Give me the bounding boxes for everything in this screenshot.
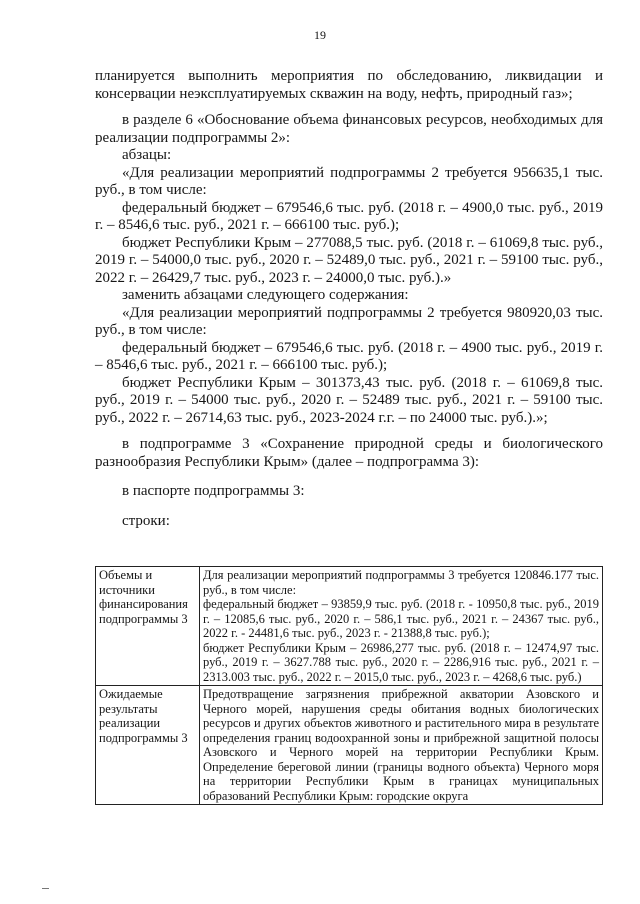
table-cell-label: Ожидаемые результаты реализации подпрограммы 3	[96, 686, 200, 805]
margin-mark	[42, 888, 49, 889]
paragraph-old-federal: федеральный бюджет – 679546,6 тыс. руб. (2018 г. – 4900,0 тыс. руб., 2019 г. – 8546,6 тыс. руб., 2021 г. – 666100 тыс. руб.);	[95, 199, 603, 233]
paragraph-replace: заменить абзацами следующего содержания:	[122, 287, 409, 303]
document-body	[95, 68, 603, 530]
paragraph-old-total: «Для реализации мероприятий подпрограммы 2 требуется 956635,1 тыс. руб., в том числе:	[95, 164, 603, 198]
paragraph-old-regional: бюджет Республики Крым – 277088,5 тыс. руб. (2018 г. – 61069,8 тыс. руб., 2019 г. – 54000,0 тыс. руб., 2020 г. – 52489,0 тыс. руб., 2021 г. – 59100 тыс. руб., 2022 г. – 26429,7 тыс. руб., 2023 г. – 24000,0 тыс. руб.).»	[95, 234, 603, 286]
paragraph-new-regional: бюджет Республики Крым – 301373,43 тыс. руб. (2018 г. – 61069,8 тыс. руб., 2019 г. – 54000 тыс. руб., 2020 г. – 52489 тыс. руб., 2021 г. – 59100 тыс. руб., 2022 г. – 26714,63 тыс. руб., 2023-2024 г.г. – по 24000 тыс. руб.).»;	[95, 374, 603, 426]
page-number: 19	[314, 28, 326, 42]
table-row	[96, 567, 603, 686]
financing-total: Для реализации мероприятий подпрограммы 3 требуется 120846.177 тыс. руб., в том числе:	[203, 568, 599, 597]
paragraph-subprogram3: в подпрограмме 3 «Сохранение природной среды и биологического разнообразия Республики Крым» (далее – подпрограмма 3):	[95, 436, 603, 470]
table-cell-label: Объемы и источники финансирования подпрограммы 3	[96, 567, 200, 686]
paragraph-new-federal: федеральный бюджет – 679546,6 тыс. руб. (2018 г. – 4900 тыс. руб., 2019 г. – 8546,6 тыс. руб., 2021 г. – 666100 тыс. руб.);	[95, 339, 603, 373]
paragraph-continuation: планируется выполнить мероприятия по обследованию, ликвидации и консервации неэксплуатируемых скважин на воду, нефть, природный газ»;	[95, 68, 603, 102]
paragraph-passport: в паспорте подпрограммы 3:	[122, 483, 305, 499]
financing-federal: федеральный бюджет – 93859,9 тыс. руб. (2018 г. - 10950,8 тыс. руб., 2019 г. – 12085,6 тыс. руб., 2020 г. – 586,1 тыс. руб., 2021 г. – 24367 тыс. руб., 2022 г. - 24481,6 тыс. руб., 2023 г. - 21388,8 тыс. руб.);	[203, 597, 599, 640]
paragraph-rows: строки:	[122, 512, 170, 529]
paragraph-section6: в разделе 6 «Обоснование объема финансовых ресурсов, необходимых для реализации подпрограммы 2»:	[95, 112, 603, 146]
table-cell-value	[200, 567, 603, 686]
table-cell-value: Предотвращение загрязнения прибрежной акватории Азовского и Черного морей, нарушения среды обитания водных биологических ресурсов и других объектов животного и растительного мира в результате определения границ водоохранной зоны и прибрежной защитной полосы Азовского и Черного морей на территории Республики Крым. Определение береговой линии (границы водного объекта) Черного моря на территории Республики Крым в границах муниципальных образований Республики Крым: городские округа	[200, 686, 603, 805]
financing-regional: бюджет Республики Крым – 26986,277 тыс. руб. (2018 г. – 12474,97 тыс. руб., 2019 г. – 3627.788 тыс. руб., 2020 г. – 2286,916 тыс. руб., 2021 г. – 2313.003 тыс. руб., 2022 г. – 2015,0 тыс. руб., 2023 г. – 4268,6 тыс. руб.)	[203, 640, 599, 684]
paragraph-abzacy: абзацы:	[122, 147, 172, 163]
paragraph-new-total: «Для реализации мероприятий подпрограммы 2 требуется 980920,03 тыс. руб., в том числе:	[95, 304, 603, 338]
passport-table	[95, 566, 603, 805]
table-row	[96, 686, 603, 805]
